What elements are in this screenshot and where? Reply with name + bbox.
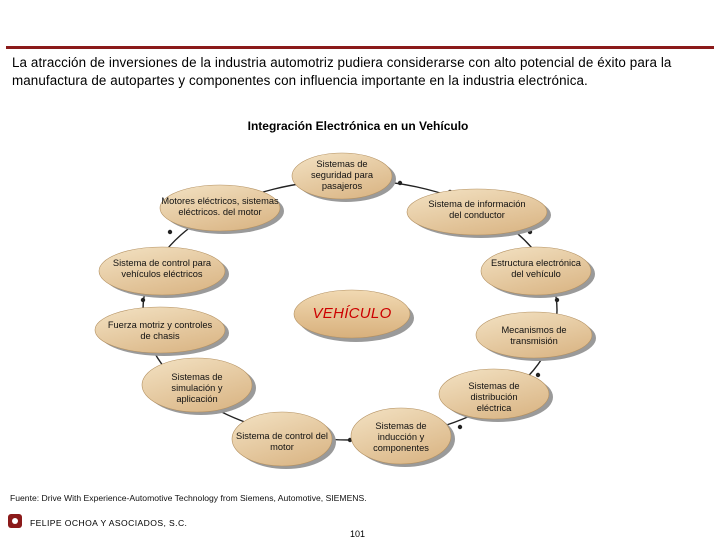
node-label-control-motor: Sistema de control del motor <box>236 431 328 452</box>
node-label-seguridad: Sistemas de seguridad para pasajeros <box>310 159 374 191</box>
node-label-estructura-electronica: Estructura electrónica del vehículo <box>491 258 581 279</box>
node-label-induccion-componentes: Sistemas de inducción y componentes <box>373 421 429 453</box>
node-label-control-vehiculos-electricos: Sistema de control para vehículos eléctricos <box>112 258 212 279</box>
center-label: VEHÍCULO <box>312 305 392 322</box>
node-label-simulacion-aplicacion: Sistemas de simulación y aplicación <box>171 372 223 404</box>
node-label-motores-electricos: Motores eléctricos, sistemas eléctricos. del motor <box>161 196 279 217</box>
source-note: Fuente: Drive With Experience-Automotive Technology from Siemens, Automotive, SIEMENS. <box>10 493 367 503</box>
company-logo-icon <box>8 514 22 528</box>
footer-company: FELIPE OCHOA Y ASOCIADOS, S.C. <box>30 518 188 528</box>
page-number: 101 <box>350 529 366 539</box>
node-label-distribucion-electrica: Sistemas de distribución eléctrica <box>468 381 520 413</box>
node-label-informacion-conductor: Sistema de información del conductor <box>428 199 526 220</box>
node-label-fuerza-motriz: Fuerza motriz y controles de chasis <box>107 320 213 341</box>
diagram-title: Integración Electrónica en un Vehículo <box>247 119 469 133</box>
node-label-mecanismos-transmision: Mecanismos de transmisión <box>501 325 567 346</box>
intro-paragraph: La atracción de inversiones de la industria automotriz pudiera considerarse con alto potencial de éxito para la manufactura de autopartes y componentes con influencia importante en la industria electrónica. <box>12 55 672 88</box>
